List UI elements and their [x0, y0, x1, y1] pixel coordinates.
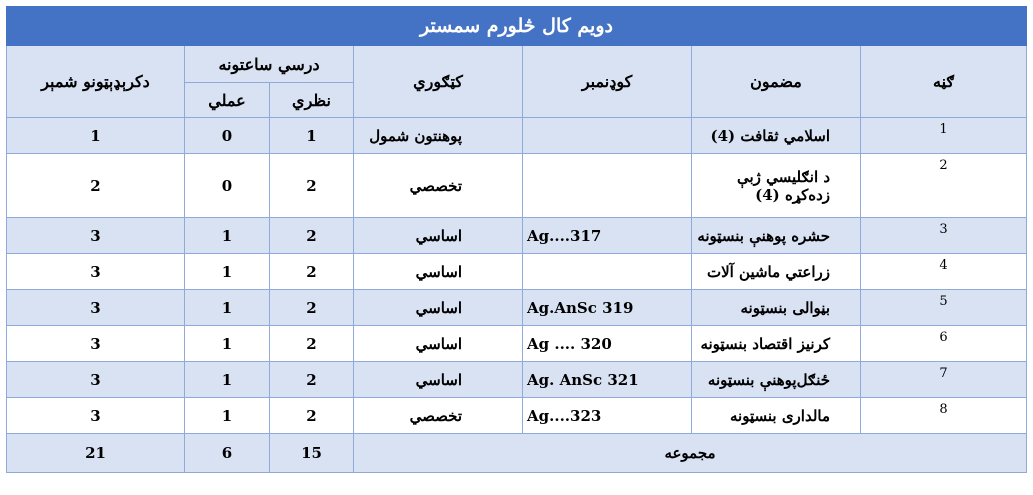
row-category: اساسي	[354, 254, 523, 290]
row-code	[523, 254, 692, 290]
row-theory: 2	[270, 398, 354, 434]
table-title: دويم كال څلورم سمستر	[7, 7, 1027, 46]
row-theory: 2	[270, 154, 354, 218]
header-subject: مضمون	[692, 46, 861, 118]
row-credits: 3	[7, 290, 185, 326]
row-theory: 2	[270, 290, 354, 326]
row-subject: حشره پوهنې بنسټونه	[692, 218, 861, 254]
row-practical: 0	[185, 118, 270, 154]
row-code: Ag. AnSc 321	[523, 362, 692, 398]
total-theory: 15	[270, 434, 354, 473]
header-category: کټګوري	[354, 46, 523, 118]
row-code	[523, 154, 692, 218]
row-category: اساسي	[354, 290, 523, 326]
header-practical: عملي	[185, 83, 270, 118]
table-row	[7, 254, 1027, 290]
row-subject: کرنيز اقتصاد بنسټونه	[692, 326, 861, 362]
row-credits: 3	[7, 398, 185, 434]
table-row	[7, 398, 1027, 434]
total-label: مجموعه	[354, 434, 1027, 473]
row-number: 3	[861, 218, 1027, 254]
table-row	[7, 362, 1027, 398]
row-subject: زراعتي ماشين آلات	[692, 254, 861, 290]
table-row	[7, 218, 1027, 254]
row-code: Ag.AnSc 319	[523, 290, 692, 326]
row-subject: د انګليسي ژبې زده‌کړه (4)	[692, 154, 861, 218]
row-subject: اسلامي ثقافت (4)	[692, 118, 861, 154]
row-number: 4	[861, 254, 1027, 290]
row-practical: 0	[185, 154, 270, 218]
row-credits: 2	[7, 154, 185, 218]
semester-table-container	[6, 6, 1026, 473]
row-theory: 2	[270, 326, 354, 362]
row-practical: 1	[185, 254, 270, 290]
header-code: کوډنمبر	[523, 46, 692, 118]
row-credits: 3	[7, 254, 185, 290]
row-practical: 1	[185, 398, 270, 434]
total-credits: 21	[7, 434, 185, 473]
row-code: Ag .... 320	[523, 326, 692, 362]
row-code: Ag....323	[523, 398, 692, 434]
row-practical: 1	[185, 326, 270, 362]
row-credits: 3	[7, 362, 185, 398]
course-rows	[7, 118, 1027, 434]
row-credits: 3	[7, 326, 185, 362]
row-credits: 1	[7, 118, 185, 154]
semester-course-table	[6, 6, 1027, 473]
total-row	[7, 434, 1027, 473]
row-subject: بڼوالی بنسټونه	[692, 290, 861, 326]
row-category: اساسي	[354, 218, 523, 254]
row-subject: ځنګل‌پوهنې بنسټونه	[692, 362, 861, 398]
table-row	[7, 118, 1027, 154]
table-row	[7, 290, 1027, 326]
row-theory: 2	[270, 254, 354, 290]
row-credits: 3	[7, 218, 185, 254]
row-category: اساسي	[354, 362, 523, 398]
row-number: 5	[861, 290, 1027, 326]
table-row	[7, 154, 1027, 218]
header-number: ګڼه	[861, 46, 1027, 118]
row-number: 7	[861, 362, 1027, 398]
row-number: 1	[861, 118, 1027, 154]
row-theory: 2	[270, 218, 354, 254]
row-category: تخصصي	[354, 154, 523, 218]
row-category: پوهنتون شمول	[354, 118, 523, 154]
row-code	[523, 118, 692, 154]
table-row	[7, 326, 1027, 362]
header-credits: دکرېډېټونو شمېر	[7, 46, 185, 118]
header-hours: درسي ساعتونه	[185, 46, 354, 83]
row-theory: 2	[270, 362, 354, 398]
header-theory: نظري	[270, 83, 354, 118]
row-practical: 1	[185, 290, 270, 326]
row-theory: 1	[270, 118, 354, 154]
row-practical: 1	[185, 362, 270, 398]
total-practical: 6	[185, 434, 270, 473]
row-number: 2	[861, 154, 1027, 218]
row-number: 8	[861, 398, 1027, 434]
row-subject: مالداری بنسټونه	[692, 398, 861, 434]
row-number: 6	[861, 326, 1027, 362]
row-code: Ag....317	[523, 218, 692, 254]
row-category: تخصصي	[354, 398, 523, 434]
row-practical: 1	[185, 218, 270, 254]
row-category: اساسي	[354, 326, 523, 362]
